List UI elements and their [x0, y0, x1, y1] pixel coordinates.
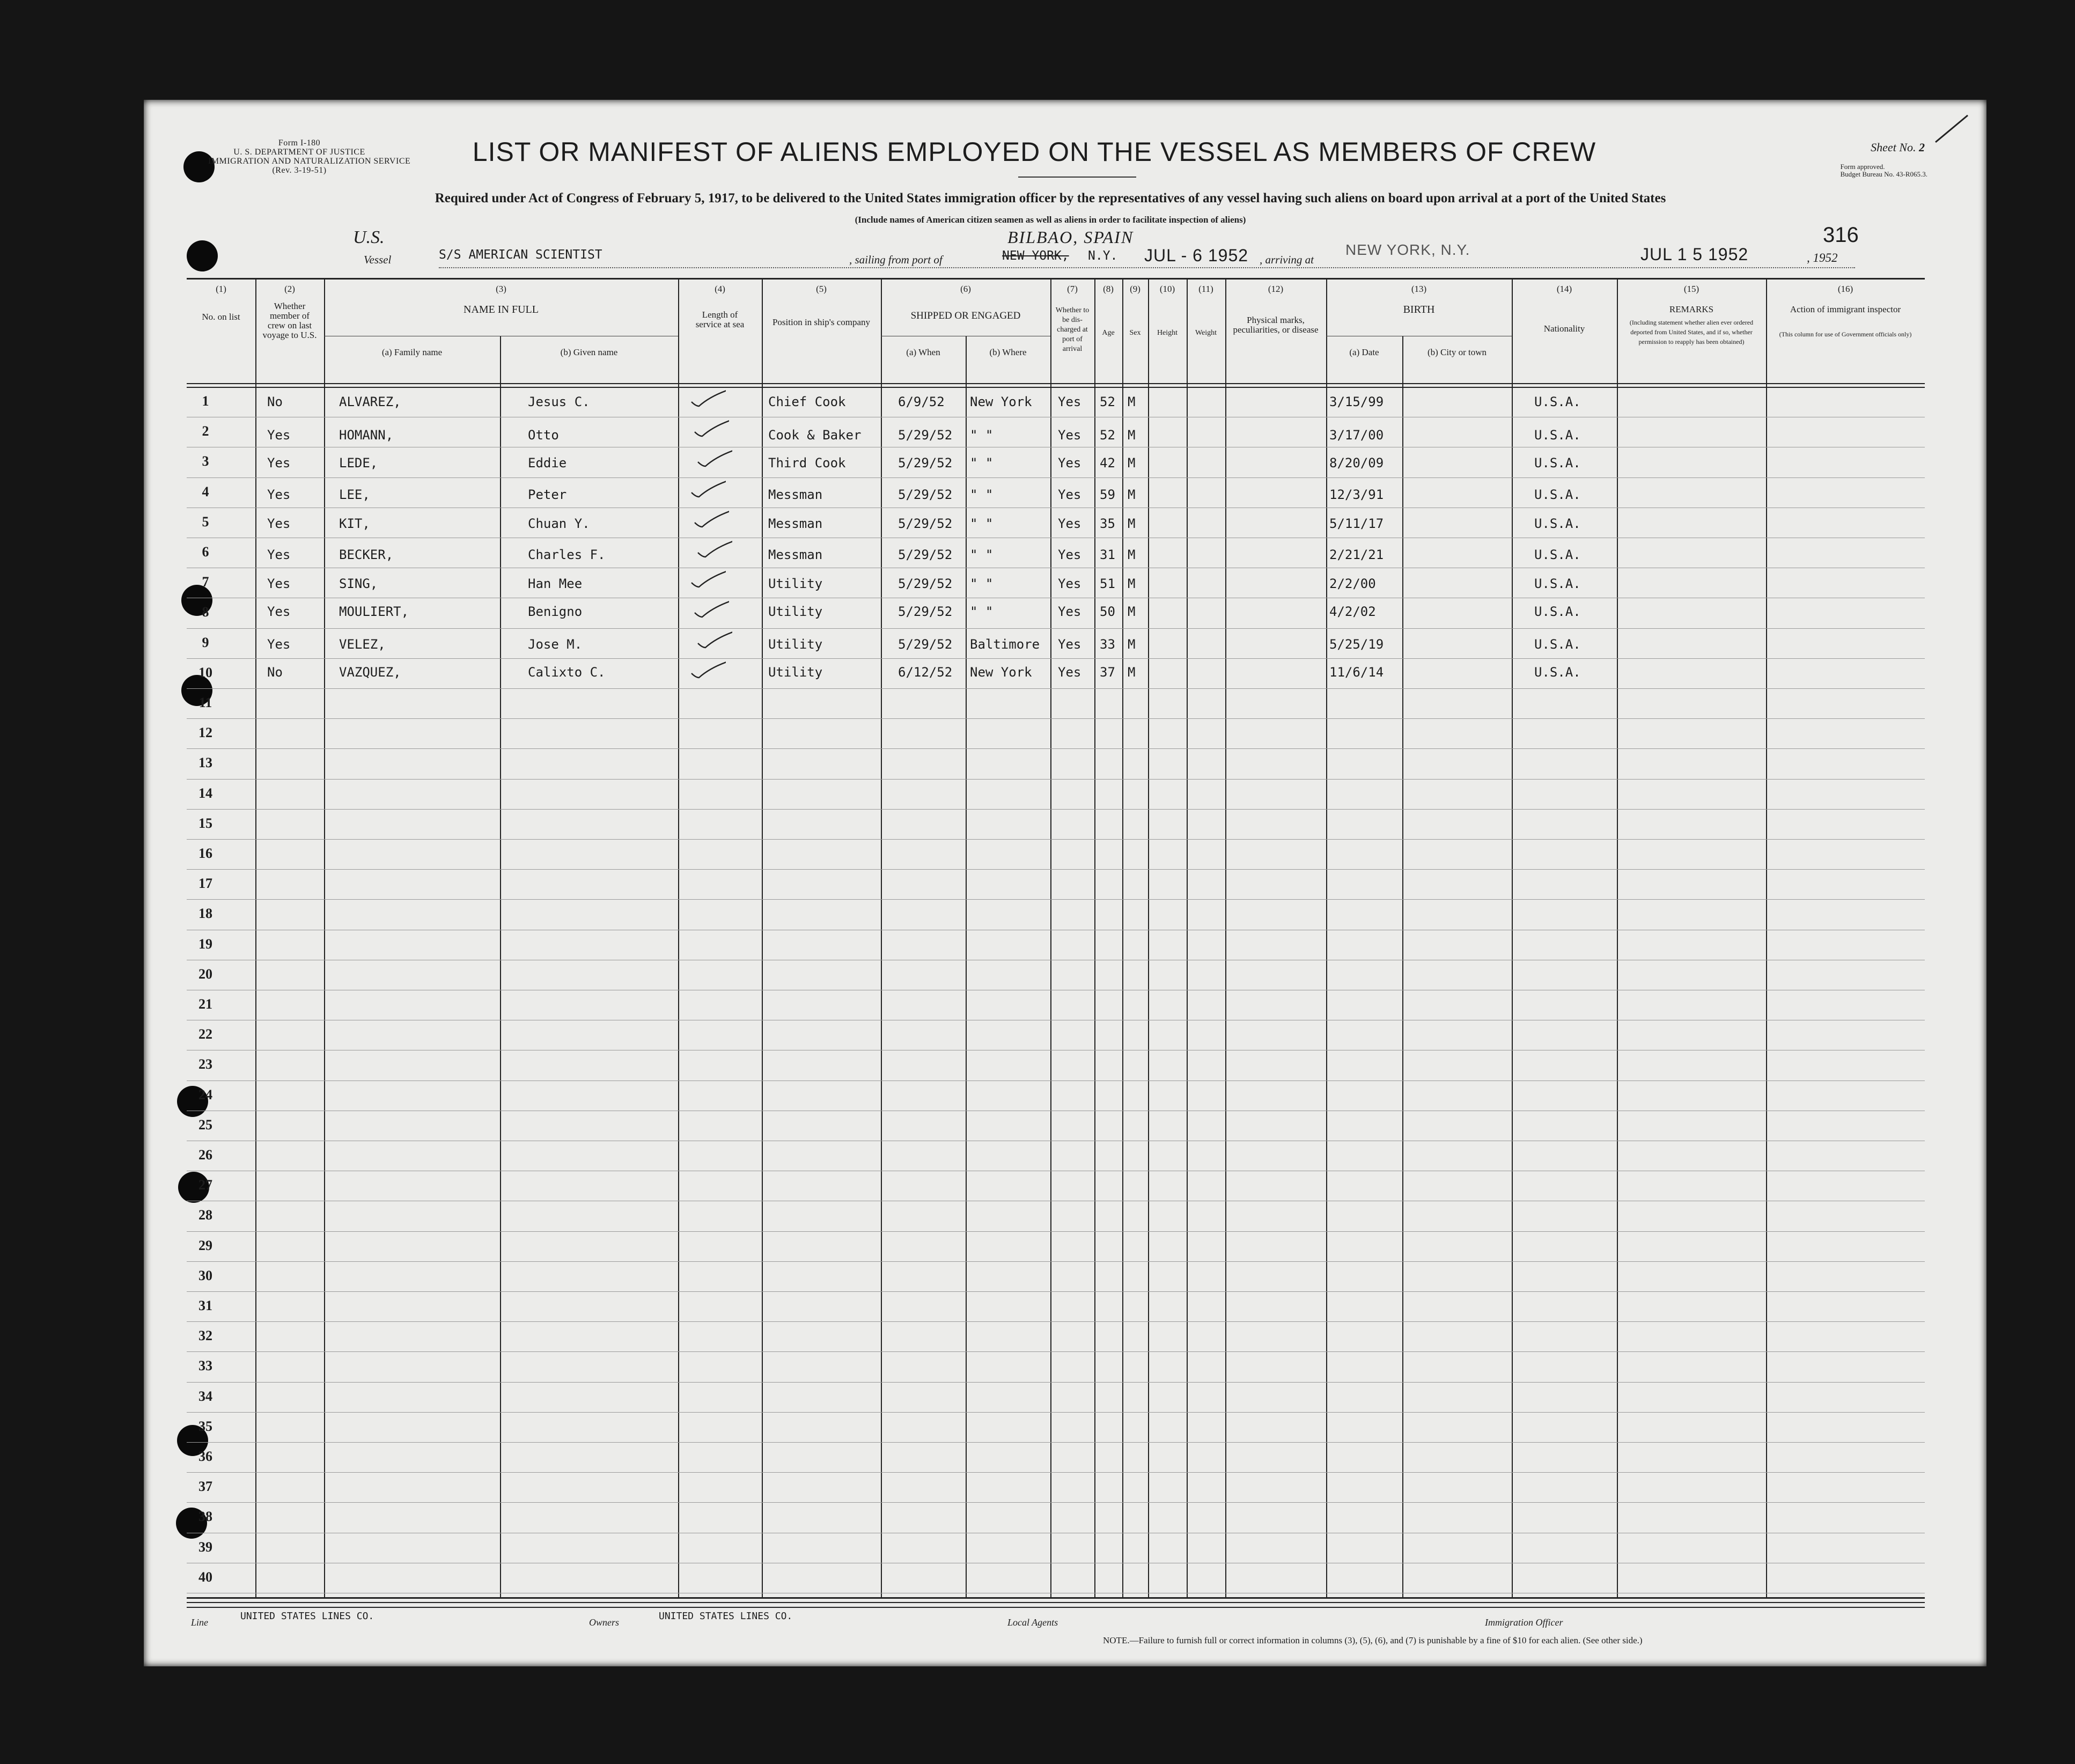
- given-name-cell: Eddie: [528, 455, 567, 471]
- column-rule: [324, 278, 325, 1599]
- column-rule: [678, 278, 679, 1599]
- shipped-where-cell: " ": [970, 604, 994, 620]
- row-rule: [187, 1231, 1925, 1232]
- col-where: (b) Where: [989, 347, 1027, 357]
- discharged-cell: Yes: [1058, 516, 1081, 531]
- last-voyage-cell: Yes: [267, 487, 291, 502]
- age-cell: 52: [1100, 428, 1115, 443]
- arrival-date-stamp: JUL 1 5 1952: [1640, 245, 1749, 264]
- col-height: Height: [1157, 329, 1178, 337]
- discharged-cell: Yes: [1058, 394, 1081, 409]
- col-position: Position in ship's company: [772, 317, 871, 327]
- row-number: 2: [202, 423, 209, 439]
- column-rule: [762, 278, 763, 1599]
- budget-line: Budget Bureau No. 43-R065.3.: [1840, 170, 1927, 178]
- position-cell: Utility: [768, 604, 823, 620]
- subcolumn-rule: [966, 336, 967, 1599]
- shipped-where-cell: " ": [970, 428, 994, 443]
- nationality-cell: U.S.A.: [1534, 394, 1581, 409]
- row-number: 1: [202, 393, 209, 409]
- birth-date-cell: 4/2/02: [1329, 604, 1376, 620]
- birth-date-cell: 2/2/00: [1329, 576, 1376, 592]
- sex-cell: M: [1128, 576, 1136, 592]
- position-cell: Utility: [768, 636, 823, 652]
- row-rule: [187, 658, 1925, 659]
- column-number: (13): [1411, 284, 1427, 294]
- nationality-cell: U.S.A.: [1534, 547, 1581, 562]
- discharged-cell: Yes: [1058, 664, 1081, 680]
- sex-cell: M: [1128, 664, 1136, 680]
- col-shipped-engaged: SHIPPED OR ENGAGED: [910, 310, 1021, 321]
- corner-mark: [1933, 113, 1970, 145]
- col-weight: Weight: [1195, 329, 1217, 337]
- header-bottom-rule: [187, 383, 1925, 388]
- discharged-cell: Yes: [1058, 455, 1081, 471]
- sex-cell: M: [1128, 455, 1136, 471]
- approval-line: Form approved.: [1840, 163, 1885, 171]
- table-top-rule: [187, 278, 1925, 280]
- birth-date-cell: 3/17/00: [1329, 428, 1384, 443]
- row-rule: [187, 779, 1925, 780]
- agents-label: Local Agents: [1007, 1617, 1058, 1628]
- col-action-inspector: Action of immigrant inspector: [1790, 304, 1901, 314]
- row-rule: [187, 748, 1925, 749]
- row-number: 30: [198, 1267, 212, 1283]
- col-discharged: Whether to be dis-charged at port of arrival: [1055, 306, 1090, 353]
- row-number: 31: [198, 1298, 212, 1313]
- row-number: 22: [198, 1026, 212, 1042]
- age-cell: 52: [1100, 394, 1115, 409]
- shipped-where-cell: " ": [970, 455, 994, 471]
- column-rule: [1766, 278, 1767, 1599]
- row-rule: [187, 477, 1925, 478]
- birth-date-cell: 8/20/09: [1329, 455, 1384, 471]
- col-birth-city: (b) City or town: [1427, 347, 1487, 357]
- row-rule: [187, 1442, 1925, 1443]
- column-rule: [1094, 278, 1095, 1599]
- col-birth-date: (a) Date: [1349, 347, 1379, 357]
- position-cell: Cook & Baker: [768, 428, 862, 443]
- family-name-cell: VELEZ,: [339, 636, 386, 652]
- nationality-cell: U.S.A.: [1534, 516, 1581, 531]
- column-number: (4): [715, 284, 725, 294]
- given-name-cell: Benigno: [528, 604, 583, 620]
- nationality-cell: U.S.A.: [1534, 487, 1581, 502]
- service-check-icon: [688, 388, 726, 407]
- discharged-cell: Yes: [1058, 604, 1081, 620]
- col-birth: BIRTH: [1403, 304, 1435, 315]
- line-label: Line: [191, 1617, 209, 1628]
- row-rule: [187, 1291, 1925, 1292]
- sex-cell: M: [1128, 487, 1136, 502]
- form-revision: (Rev. 3-19-51): [272, 166, 327, 175]
- row-rule: [187, 688, 1925, 689]
- column-rule: [1122, 278, 1123, 1599]
- column-number: (2): [284, 284, 295, 294]
- form-number: Form I-180: [278, 138, 321, 148]
- row-number: 28: [198, 1207, 212, 1223]
- service-check-icon: [691, 599, 729, 618]
- table-bottom-rule: [187, 1597, 1925, 1599]
- requirement-text: Required under Act of Congress of February 5, 1917, to be delivered to the United States immigration officer by the representatives of any vessel having such aliens on board upon arrival at a port of the United States: [435, 191, 1666, 205]
- row-number: 18: [198, 906, 212, 922]
- last-voyage-cell: Yes: [267, 576, 291, 592]
- column-rule: [255, 278, 256, 1599]
- discharged-cell: Yes: [1058, 428, 1081, 443]
- nationality-cell: U.S.A.: [1534, 664, 1581, 680]
- sex-cell: M: [1128, 636, 1136, 652]
- age-cell: 51: [1100, 576, 1115, 592]
- subcolumn-rule: [1402, 336, 1403, 1599]
- column-number: (5): [816, 284, 827, 294]
- row-number: 24: [198, 1086, 212, 1102]
- shipped-where-cell: " ": [970, 487, 994, 502]
- given-name-cell: Otto: [528, 428, 559, 443]
- shipped-when-cell: 5/29/52: [898, 428, 953, 443]
- row-number: 23: [198, 1056, 212, 1072]
- column-number: (6): [960, 284, 971, 294]
- officer-label: Immigration Officer: [1485, 1617, 1563, 1628]
- discharged-cell: Yes: [1058, 576, 1081, 592]
- column-number: (15): [1683, 284, 1699, 294]
- sex-cell: M: [1128, 394, 1136, 409]
- given-name-cell: Jose M.: [528, 636, 583, 652]
- column-rule: [1148, 278, 1149, 1599]
- discharged-cell: Yes: [1058, 547, 1081, 562]
- row-rule: [187, 1351, 1925, 1352]
- birth-date-cell: 3/15/99: [1329, 394, 1384, 409]
- family-name-cell: SING,: [339, 576, 378, 592]
- nationality-cell: U.S.A.: [1534, 576, 1581, 592]
- shipped-where-cell: " ": [970, 547, 994, 562]
- service-check-icon: [695, 448, 732, 467]
- service-check-icon: [688, 569, 726, 588]
- column-number: (12): [1268, 284, 1284, 294]
- page-number: 316: [1823, 223, 1859, 247]
- family-name-cell: HOMANN,: [339, 428, 394, 443]
- column-number: (9): [1130, 284, 1140, 294]
- discharged-cell: Yes: [1058, 636, 1081, 652]
- last-voyage-cell: Yes: [267, 428, 291, 443]
- manifest-sheet: [144, 100, 1986, 1666]
- age-cell: 59: [1100, 487, 1115, 502]
- row-number: 15: [198, 815, 212, 831]
- row-rule: [187, 1472, 1925, 1473]
- sail-date-stamp: JUL - 6 1952: [1144, 246, 1249, 265]
- row-number: 25: [198, 1116, 212, 1133]
- vessel-label: Vessel: [364, 253, 392, 266]
- birth-date-cell: 11/6/14: [1329, 664, 1384, 680]
- col-age: Age: [1102, 329, 1115, 337]
- row-number: 4: [202, 483, 209, 499]
- birth-date-cell: 5/11/17: [1329, 516, 1384, 531]
- column-number: (8): [1103, 284, 1114, 294]
- position-cell: Utility: [768, 576, 823, 592]
- row-number: 16: [198, 846, 212, 861]
- nationality-cell: U.S.A.: [1534, 636, 1581, 652]
- given-name-cell: Calixto C.: [528, 664, 606, 680]
- shipped-when-cell: 5/29/52: [898, 455, 953, 471]
- row-number: 40: [198, 1569, 212, 1585]
- shipped-when-cell: 5/29/52: [898, 487, 953, 502]
- column-number: (11): [1198, 284, 1213, 294]
- line-value: UNITED STATES LINES CO.: [240, 1611, 374, 1622]
- row-rule: [187, 869, 1925, 870]
- row-number: 37: [198, 1479, 212, 1495]
- family-name-cell: MOULIERT,: [339, 604, 409, 620]
- shipped-when-cell: 6/12/52: [898, 664, 953, 680]
- col-no-on-list: No. on list: [202, 312, 240, 322]
- sex-cell: M: [1128, 516, 1136, 531]
- position-cell: Utility: [768, 664, 823, 680]
- department-name: U. S. DEPARTMENT OF JUSTICE: [233, 148, 365, 157]
- row-rule: [187, 839, 1925, 840]
- row-number: 12: [198, 725, 212, 741]
- row-rule: [187, 1502, 1925, 1503]
- column-rule: [881, 278, 882, 1599]
- last-voyage-cell: Yes: [267, 455, 291, 471]
- column-number: (7): [1067, 284, 1078, 294]
- col-given-name: (b) Given name: [560, 347, 618, 357]
- arriving-port-stamp: NEW YORK, N.Y.: [1345, 241, 1470, 258]
- age-cell: 50: [1100, 604, 1115, 620]
- column-number: (16): [1837, 284, 1853, 294]
- service-check-icon: [688, 659, 726, 679]
- sailing-label: , sailing from port of: [849, 253, 943, 266]
- shipped-where-cell: New York: [970, 664, 1032, 680]
- service-check-icon: [691, 509, 729, 528]
- row-number: 27: [198, 1177, 212, 1193]
- page-title: LIST OR MANIFEST OF ALIENS EMPLOYED ON THE VESSEL AS MEMBERS OF CREW: [472, 137, 1596, 167]
- row-number: 14: [198, 785, 212, 801]
- row-number: 38: [198, 1509, 212, 1525]
- given-name-cell: Chuan Y.: [528, 516, 590, 531]
- birth-date-cell: 2/21/21: [1329, 547, 1384, 562]
- col-remarks: REMARKS: [1669, 304, 1714, 314]
- owners-label: Owners: [589, 1617, 620, 1628]
- row-number: 17: [198, 876, 212, 892]
- column-rule: [1617, 278, 1618, 1599]
- row-number: 39: [198, 1539, 212, 1555]
- owners-value: UNITED STATES LINES CO.: [659, 1611, 793, 1622]
- nationality-cell: U.S.A.: [1534, 428, 1581, 443]
- column-number: (10): [1159, 284, 1175, 294]
- row-rule: [187, 718, 1925, 719]
- position-cell: Chief Cook: [768, 394, 846, 409]
- sex-cell: M: [1128, 428, 1136, 443]
- row-number: 5: [202, 513, 209, 530]
- shipped-when-cell: 5/29/52: [898, 636, 953, 652]
- row-rule: [187, 628, 1925, 629]
- age-cell: 31: [1100, 547, 1115, 562]
- row-rule: [187, 1382, 1925, 1383]
- footer-rule: [187, 1602, 1925, 1608]
- last-voyage-cell: Yes: [267, 547, 291, 562]
- shipped-when-cell: 5/29/52: [898, 576, 953, 592]
- row-rule: [187, 1321, 1925, 1322]
- position-cell: Messman: [768, 516, 823, 531]
- column-number: (14): [1556, 284, 1572, 294]
- row-number: 29: [198, 1237, 212, 1253]
- include-note: (Include names of American citizen seamen as well as aliens in order to facilitate inspection of aliens): [855, 215, 1246, 225]
- column-rule: [1187, 278, 1188, 1599]
- age-cell: 37: [1100, 664, 1115, 680]
- given-name-cell: Han Mee: [528, 576, 583, 592]
- column-rule: [1050, 278, 1051, 1599]
- family-name-cell: BECKER,: [339, 547, 394, 562]
- sex-cell: M: [1128, 547, 1136, 562]
- birth-date-cell: 5/25/19: [1329, 636, 1384, 652]
- column-rule: [1512, 278, 1513, 1599]
- nationality-cell: U.S.A.: [1534, 604, 1581, 620]
- row-number: 3: [202, 453, 209, 469]
- row-number: 6: [202, 544, 209, 560]
- col-action-note: (This column for use of Government officials only): [1779, 330, 1912, 338]
- row-rule: [187, 1261, 1925, 1262]
- row-rule: [187, 809, 1925, 810]
- row-number: 36: [198, 1449, 212, 1464]
- arriving-label: , arriving at: [1260, 253, 1314, 266]
- family-name-cell: LEDE,: [339, 455, 378, 471]
- shipped-when-cell: 5/29/52: [898, 547, 953, 562]
- col-family-name: (a) Family name: [381, 347, 443, 357]
- col-last-voyage: Whether member of crew on last voyage to U.S.: [262, 301, 317, 340]
- col-physical-marks: Physical marks, peculiarities, or disease: [1233, 315, 1319, 335]
- punch-hole: [187, 240, 218, 271]
- row-number: 7: [202, 574, 209, 590]
- position-cell: Messman: [768, 547, 823, 562]
- approval-note: [1841, 163, 1927, 178]
- column-number: (3): [496, 284, 506, 294]
- row-number: 11: [198, 695, 212, 710]
- nationality-cell: U.S.A.: [1534, 455, 1581, 471]
- sheet-value: 2: [1919, 141, 1925, 154]
- family-name-cell: ALVAREZ,: [339, 394, 401, 409]
- family-name-cell: KIT,: [339, 516, 370, 531]
- birth-date-cell: 12/3/91: [1329, 487, 1384, 502]
- shipped-where-cell: New York: [970, 394, 1032, 409]
- port-struck: NEW YORK,: [1002, 249, 1069, 263]
- title-underline: [1018, 177, 1136, 178]
- given-name-cell: Jesus C.: [528, 394, 590, 409]
- row-number: 35: [198, 1418, 212, 1434]
- row-number: 33: [198, 1358, 212, 1374]
- discharged-cell: Yes: [1058, 487, 1081, 502]
- row-number: 21: [198, 996, 212, 1012]
- crew-table: [187, 278, 1925, 1599]
- family-name-cell: VAZQUEZ,: [339, 664, 401, 680]
- shipped-when-cell: 5/29/52: [898, 516, 953, 531]
- last-voyage-cell: No: [267, 664, 283, 680]
- form-id-block: [208, 138, 411, 175]
- service-check-icon: [691, 418, 729, 437]
- row-number: 13: [198, 755, 212, 771]
- vessel-line-rule: [439, 267, 1855, 268]
- footer-note: NOTE.—Failure to furnish full or correct information in columns (3), (5), (6), and (7) is punishable by a fine of $10 for each alien. (See other side.): [1103, 1635, 1643, 1645]
- year-label: , 1952: [1807, 251, 1838, 264]
- col-when: (a) When: [906, 347, 940, 357]
- col-nationality: Nationality: [1543, 324, 1585, 334]
- last-voyage-cell: Yes: [267, 516, 291, 531]
- row-number: 9: [202, 634, 209, 650]
- row-number: 20: [198, 966, 212, 982]
- row-number: 19: [198, 936, 212, 952]
- subcolumn-rule: [500, 336, 501, 1599]
- flag-handwritten: U.S.: [353, 227, 385, 247]
- age-cell: 42: [1100, 455, 1115, 471]
- col-sex: Sex: [1129, 329, 1141, 337]
- service-check-icon: [695, 539, 732, 558]
- age-cell: 33: [1100, 636, 1115, 652]
- sheet-label: Sheet No.: [1871, 141, 1916, 154]
- sex-cell: M: [1128, 604, 1136, 620]
- family-name-cell: LEE,: [339, 487, 370, 502]
- position-cell: Messman: [768, 487, 823, 502]
- shipped-where-cell: " ": [970, 516, 994, 531]
- row-rule: [187, 899, 1925, 900]
- last-voyage-cell: No: [267, 394, 283, 409]
- shipped-when-cell: 6/9/52: [898, 394, 945, 409]
- row-number: 26: [198, 1147, 212, 1163]
- column-rule: [1326, 278, 1327, 1599]
- shipped-when-cell: 5/29/52: [898, 604, 953, 620]
- age-cell: 35: [1100, 516, 1115, 531]
- column-number: (1): [216, 284, 226, 294]
- row-number: 10: [198, 664, 212, 680]
- given-name-cell: Charles F.: [528, 547, 606, 562]
- service-name: IMMIGRATION AND NATURALIZATION SERVICE: [208, 157, 411, 166]
- position-cell: Third Cook: [768, 455, 846, 471]
- port-handwritten: BILBAO, SPAIN: [1007, 227, 1134, 247]
- row-number: 8: [202, 604, 209, 620]
- col-name-in-full: NAME IN FULL: [463, 304, 539, 315]
- col-remarks-note: (Including statement whether alien ever ordered deported from United States, and if so, whether permission to reapply has been obtained): [1629, 319, 1754, 346]
- shipped-where-cell: Baltimore: [970, 636, 1040, 652]
- service-check-icon: [688, 479, 726, 498]
- last-voyage-cell: Yes: [267, 636, 291, 652]
- shipped-where-cell: " ": [970, 576, 994, 592]
- given-name-cell: Peter: [528, 487, 567, 502]
- last-voyage-cell: Yes: [267, 604, 291, 620]
- row-rule: [187, 1412, 1925, 1413]
- vessel-name: S/S AMERICAN SCIENTIST: [439, 248, 602, 262]
- row-number: 32: [198, 1328, 212, 1344]
- col-length-service: Length of service at sea: [695, 310, 745, 329]
- port-suffix: N.Y.: [1088, 249, 1118, 263]
- column-rule: [1225, 278, 1226, 1599]
- sheet-number: [1871, 141, 1925, 155]
- service-check-icon: [695, 629, 732, 649]
- row-number: 34: [198, 1388, 212, 1404]
